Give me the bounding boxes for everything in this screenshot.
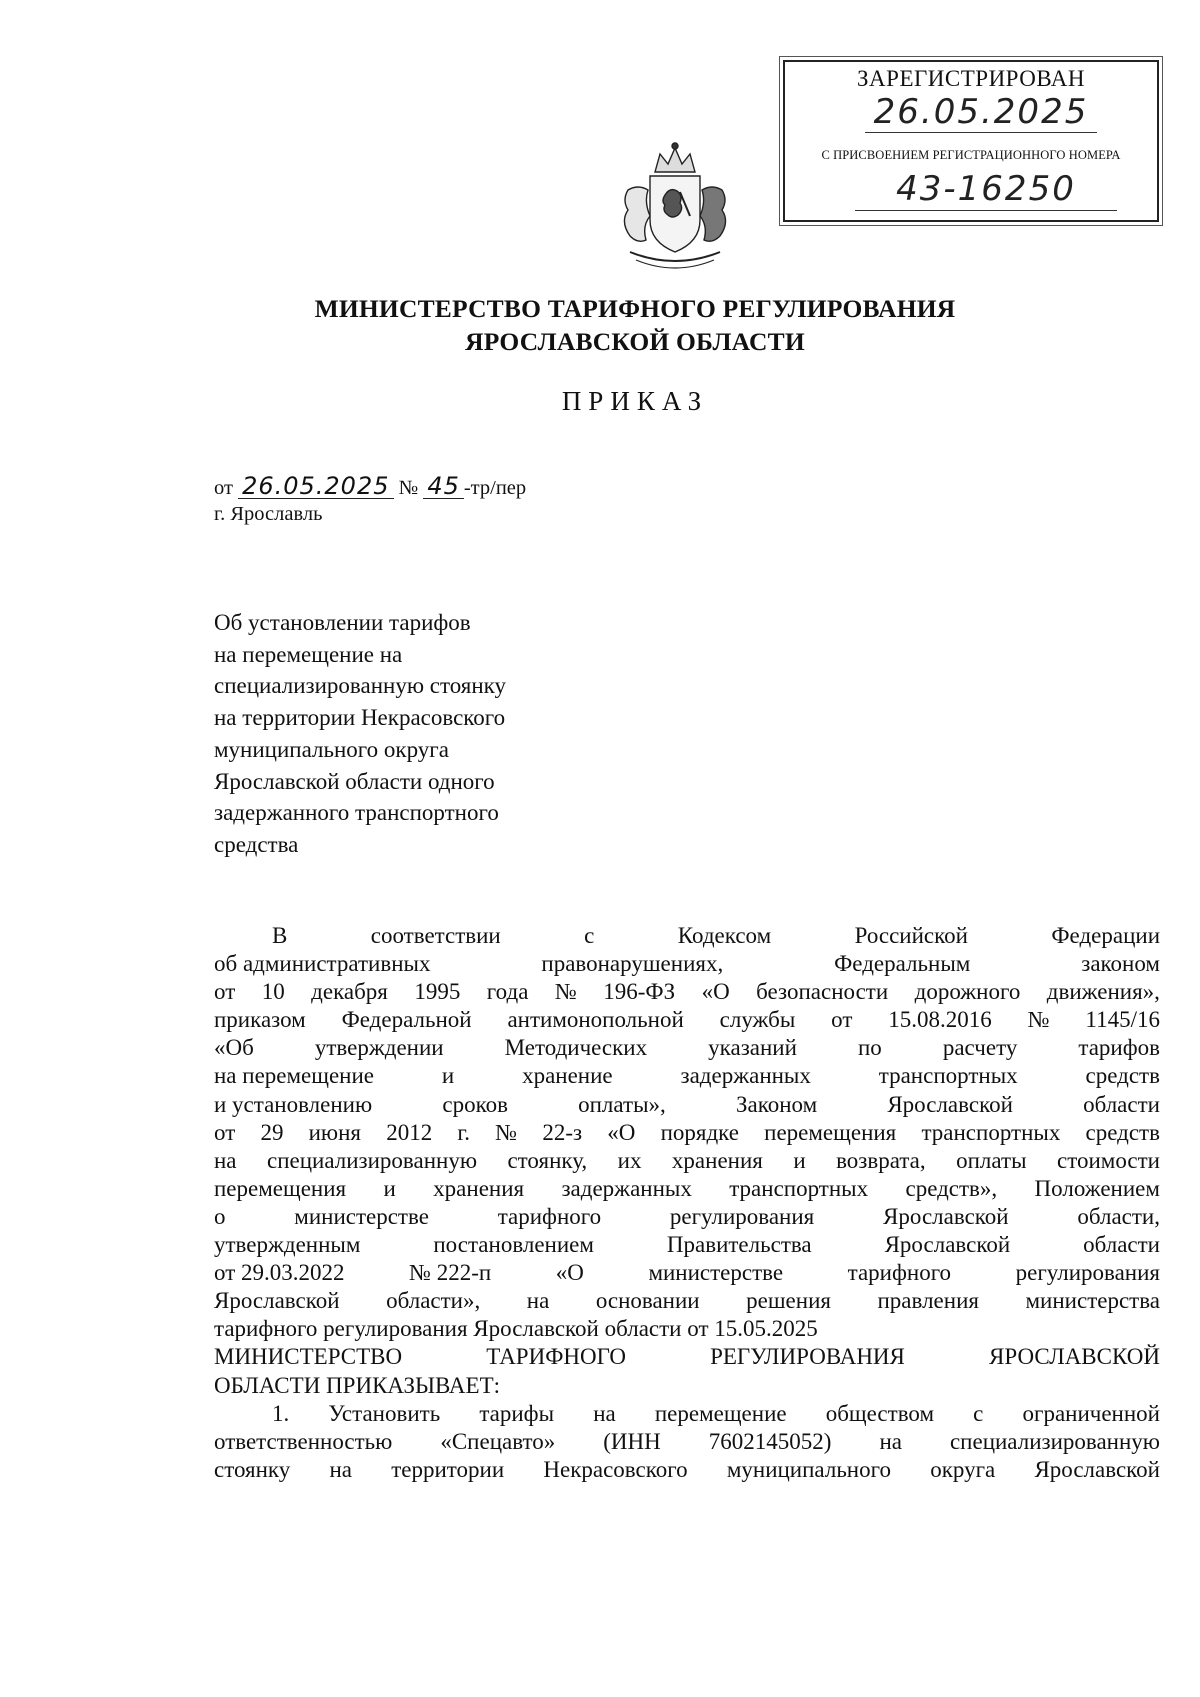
- body-word: их: [617, 1147, 642, 1173]
- body-line: [214, 1456, 1160, 1484]
- body-word: территории: [391, 1456, 505, 1482]
- body-word: Российской: [854, 923, 968, 948]
- body-word: тарифного регулирования Ярославской области от 15.05.2025: [214, 1316, 818, 1342]
- ministry-title-line1: МИНИСТЕРСТВО ТАРИФНОГО РЕГУЛИРОВАНИЯ: [314, 294, 956, 323]
- body-word: Некрасовского: [543, 1456, 688, 1482]
- body-line: [214, 1175, 1160, 1203]
- body-word: Ярославской: [1034, 1456, 1160, 1482]
- body-word: тарифного: [847, 1260, 952, 1286]
- body-word: утверждении: [314, 1035, 444, 1061]
- body-word: специализированную: [267, 1147, 477, 1173]
- body-word: (ИНН: [603, 1428, 661, 1454]
- body-word: Ярославской: [884, 1232, 1011, 1258]
- body-word: области»,: [386, 1288, 481, 1314]
- body-word: тарифов: [1078, 1035, 1160, 1061]
- body-line: [214, 1034, 1160, 1062]
- subject-line: Об установлении тарифов: [214, 610, 471, 635]
- body-line: [214, 1400, 1160, 1428]
- body-word: ограниченной: [1022, 1400, 1160, 1426]
- body-word: г.: [457, 1119, 470, 1145]
- body-word: области: [1083, 1091, 1160, 1117]
- ministry-title: [0, 292, 1200, 358]
- order-subject: [214, 607, 634, 861]
- body-word: возврата,: [836, 1147, 926, 1173]
- body-line: [214, 1372, 1160, 1400]
- body-word: задержанных: [680, 1063, 811, 1089]
- body-word: 29: [260, 1119, 284, 1145]
- body-word: области: [1083, 1232, 1160, 1258]
- body-line: [214, 1315, 1160, 1343]
- body-line: [214, 1203, 1160, 1231]
- body-word: от: [214, 1119, 236, 1145]
- body-word: Ярославской: [214, 1288, 340, 1314]
- body-word: на: [214, 1147, 237, 1173]
- order-body: [214, 922, 1160, 1484]
- body-word: средств: [1085, 1119, 1160, 1145]
- body-word: стоимости: [1057, 1147, 1160, 1173]
- body-word: обществом: [825, 1400, 935, 1426]
- subject-line: муниципального округа: [214, 736, 449, 762]
- body-word: области,: [1077, 1203, 1160, 1229]
- body-word: министерстве: [294, 1203, 429, 1229]
- body-word: на: [526, 1288, 550, 1314]
- body-word: постановлением: [433, 1232, 594, 1258]
- order-number-sign: №: [398, 477, 419, 499]
- body-word: 1145/16: [1085, 1007, 1160, 1033]
- order-date: 26.05.2025: [238, 474, 393, 499]
- body-word: министерства: [1025, 1288, 1160, 1314]
- body-word: года: [486, 979, 529, 1005]
- body-word: муниципального: [726, 1456, 891, 1482]
- body-word: 10: [261, 979, 285, 1005]
- body-word: хранения: [671, 1147, 763, 1173]
- body-word: специализированную: [949, 1428, 1160, 1454]
- body-word: транспортных: [878, 1063, 1018, 1089]
- body-word: Ярославской: [887, 1091, 1013, 1117]
- document-type: ПРИКАЗ: [561, 386, 709, 416]
- body-word: оплаты: [956, 1147, 1027, 1173]
- body-word: 1995: [414, 979, 461, 1005]
- body-word: и установлению: [214, 1091, 373, 1117]
- body-word: министерстве: [648, 1260, 784, 1286]
- body-word: законом: [1081, 951, 1160, 977]
- registration-stamp: [783, 60, 1159, 222]
- body-word: стоянку: [214, 1456, 291, 1482]
- body-word: ОБЛАСТИ ПРИКАЗЫВАЕТ:: [214, 1372, 501, 1398]
- body-word: №: [1027, 1007, 1050, 1033]
- body-word: Ярославской: [883, 1203, 1009, 1229]
- body-word: на: [593, 1400, 616, 1426]
- body-word: Правительства: [666, 1232, 812, 1258]
- body-line: [214, 1428, 1160, 1456]
- body-word: указаний: [708, 1035, 797, 1061]
- subject-line: задержанного транспортного: [214, 800, 499, 826]
- ministry-title-line2: ЯРОСЛАВСКОЙ ОБЛАСТИ: [465, 327, 805, 356]
- body-word: на: [879, 1428, 902, 1454]
- body-word: «О: [701, 979, 730, 1005]
- body-word: «Спецавто»: [440, 1428, 556, 1454]
- body-word: средств»,: [905, 1175, 998, 1201]
- body-word: сроков: [442, 1091, 508, 1117]
- body-word: службы: [719, 1007, 796, 1033]
- body-word: Федеральным: [834, 951, 971, 977]
- body-word: декабря: [311, 979, 388, 1005]
- body-word: Положением: [1034, 1175, 1160, 1201]
- body-word: тарифного: [497, 1203, 602, 1229]
- body-line: [214, 1062, 1160, 1090]
- subject-line: средства: [214, 831, 299, 857]
- body-word: «О: [607, 1119, 636, 1145]
- body-word: на: [329, 1456, 353, 1482]
- body-line: [214, 922, 1160, 950]
- body-word: Федерации: [1051, 923, 1160, 948]
- body-word: регулирования: [669, 1203, 815, 1229]
- body-word: Установить: [328, 1400, 441, 1426]
- body-word: движения»,: [1046, 979, 1160, 1005]
- body-word: задержанных: [561, 1175, 692, 1201]
- subject-line: специализированную стоянку: [214, 673, 507, 699]
- body-word: № 222-п: [409, 1260, 492, 1286]
- stamp-title: ЗАРЕГИСТРИРОВАН: [857, 66, 1085, 91]
- body-word: правонарушениях,: [541, 951, 724, 977]
- body-word: по: [857, 1035, 882, 1061]
- body-word: 15.08.2016: [888, 1007, 992, 1033]
- body-word: и: [383, 1175, 396, 1201]
- body-word: округа: [930, 1456, 996, 1482]
- body-word: расчету: [942, 1035, 1018, 1061]
- body-line: [214, 1119, 1160, 1147]
- body-word: транспортных: [729, 1175, 869, 1201]
- body-word: от 29.03.2022: [214, 1260, 345, 1286]
- body-word: о: [214, 1203, 226, 1229]
- body-word: «Об: [214, 1035, 254, 1061]
- body-line: [214, 1231, 1160, 1259]
- order-date-prefix: от: [214, 477, 233, 499]
- body-word: оплаты»,: [578, 1091, 666, 1117]
- body-word: порядке: [660, 1119, 739, 1145]
- body-word: соответствии: [370, 923, 501, 948]
- body-line: [214, 950, 1160, 978]
- body-word: №: [554, 979, 577, 1005]
- body-word: ТАРИФНОГО: [486, 1344, 626, 1370]
- stamp-handwritten-date: 26.05.2025: [865, 92, 1097, 133]
- body-word: июня: [308, 1119, 362, 1145]
- body-word: стоянку,: [507, 1147, 588, 1173]
- body-line: [214, 1091, 1160, 1119]
- body-word: В: [272, 923, 288, 948]
- body-line: [214, 1006, 1160, 1034]
- body-line: [214, 1343, 1160, 1371]
- body-word: тарифы: [479, 1400, 555, 1426]
- body-line: [214, 978, 1160, 1006]
- order-number-suffix: -тр/пер: [463, 477, 527, 499]
- body-word: 1.: [272, 1400, 290, 1426]
- body-word: «О: [555, 1260, 584, 1286]
- body-line: [214, 1287, 1160, 1315]
- order-date-line: [214, 474, 526, 500]
- body-word: безопасности: [756, 979, 889, 1005]
- body-word: Кодексом: [677, 923, 772, 948]
- body-word: хранения: [433, 1175, 525, 1201]
- body-word: решения: [746, 1288, 831, 1314]
- body-word: МИНИСТЕРСТВО: [214, 1344, 403, 1370]
- body-word: от: [214, 979, 236, 1005]
- body-word: РЕГУЛИРОВАНИЯ: [710, 1344, 905, 1370]
- body-word: 2012: [386, 1119, 433, 1145]
- body-word: перемещения: [214, 1175, 347, 1201]
- body-word: от: [831, 1007, 853, 1033]
- body-word: перемещение: [654, 1400, 787, 1426]
- stamp-handwritten-number: 43-16250: [855, 168, 1117, 211]
- body-word: антимонопольной: [507, 1007, 684, 1033]
- body-word: основании: [595, 1288, 700, 1314]
- body-word: об административных: [214, 951, 431, 977]
- body-word: и: [441, 1063, 455, 1089]
- subject-line: Ярославской области одного: [214, 768, 495, 794]
- body-word: приказом: [214, 1007, 306, 1033]
- body-word: 22-з: [542, 1119, 583, 1145]
- body-word: Федеральной: [341, 1007, 472, 1033]
- body-word: ответственностью: [214, 1428, 393, 1454]
- body-word: №: [495, 1119, 518, 1145]
- body-word: транспортных: [921, 1119, 1061, 1145]
- body-word: 196-ФЗ: [603, 979, 676, 1005]
- body-word: дорожного: [914, 979, 1021, 1005]
- body-word: Методических: [504, 1035, 648, 1061]
- body-word: с: [584, 923, 595, 948]
- body-word: на перемещение: [214, 1063, 375, 1089]
- body-word: 7602145052): [708, 1428, 832, 1454]
- subject-line: на территории Некрасовского: [214, 705, 506, 731]
- body-word: хранение: [522, 1063, 613, 1089]
- coat-of-arms-icon: [610, 140, 740, 280]
- body-word: Законом: [735, 1091, 818, 1117]
- body-word: перемещения: [764, 1119, 897, 1145]
- body-word: и: [793, 1147, 806, 1173]
- order-city: г. Ярославль: [214, 503, 323, 525]
- body-line: [214, 1147, 1160, 1175]
- body-word: правления: [877, 1288, 979, 1314]
- body-word: средств: [1085, 1063, 1160, 1089]
- stamp-subtitle: С ПРИСВОЕНИЕМ РЕГИСТРАЦИОННОГО НОМЕРА: [821, 148, 1121, 162]
- body-word: с: [973, 1400, 984, 1426]
- body-word: ЯРОСЛАВСКОЙ: [989, 1344, 1160, 1370]
- subject-line: на перемещение на: [214, 641, 403, 667]
- body-line: [214, 1259, 1160, 1287]
- body-word: регулирования: [1015, 1260, 1160, 1286]
- order-number: 45: [423, 474, 464, 499]
- body-word: утвержденным: [214, 1232, 361, 1258]
